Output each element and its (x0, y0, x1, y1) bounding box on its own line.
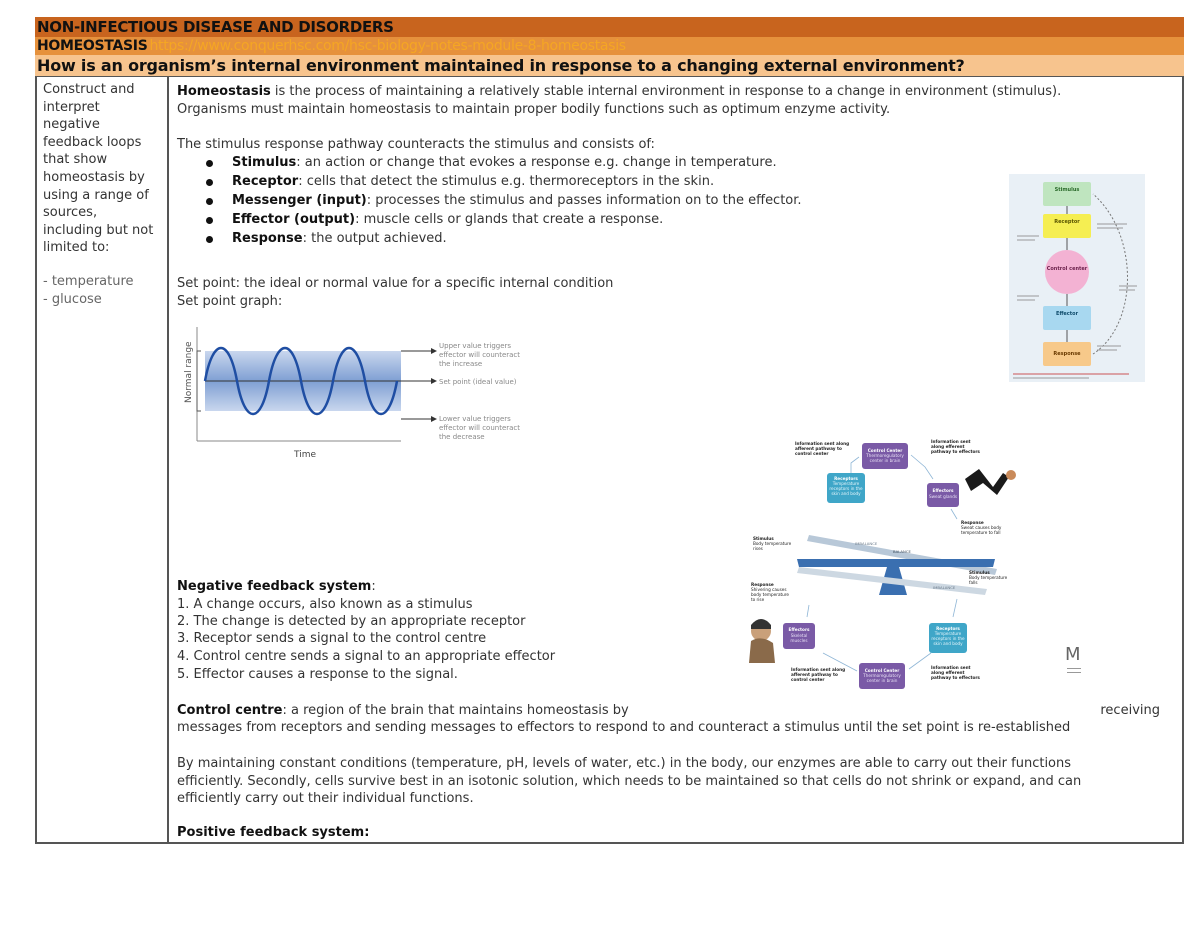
syllabus-line: feedback loops (43, 134, 142, 150)
stimulus-box (1043, 182, 1091, 206)
setpoint-definition: Set point: the ideal or normal value for a specific internal condition (177, 276, 614, 291)
svg-text:skin and body: skin and body (933, 641, 963, 646)
svg-text:Receptors: Receptors (834, 476, 858, 481)
svg-text:to rise: to rise (751, 597, 765, 602)
svg-text:receptors in the: receptors in the (931, 636, 965, 641)
syllabus-line: negative (43, 117, 100, 133)
svg-text:body temperature: body temperature (751, 592, 790, 597)
graph-xlabel: Time (294, 450, 317, 460)
svg-text:Information sent along: Information sent along (791, 667, 846, 672)
svg-text:Shivering causes: Shivering causes (751, 587, 787, 592)
nfs-step: 4. Control centre sends a signal to an appropriate effector (177, 649, 556, 664)
svg-text:IMBALANCE: IMBALANCE (855, 541, 878, 546)
setpoint-graph-label: Set point graph: (177, 294, 283, 309)
svg-text:along efferent: along efferent (931, 670, 965, 675)
svg-text:Effector: Effector (1055, 311, 1079, 317)
svg-text:temperature to fall: temperature to fall (961, 530, 1001, 535)
homeostasis-definition-cont: Organisms must maintain homeostasis to maintain proper bodily functions such as optimum enzyme activity. (177, 102, 891, 117)
svg-text:skin and body: skin and body (831, 491, 861, 496)
list-item: Response: the output achieved. (177, 230, 802, 249)
svg-text:pathway to effectors: pathway to effectors (931, 449, 980, 454)
control-centre-receiving: receiving (1100, 703, 1160, 718)
svg-text:Information sent along: Information sent along (795, 441, 850, 446)
svg-text:effector will counteract: effector will counteract (439, 424, 521, 432)
svg-text:Thermoregulatory: Thermoregulatory (866, 453, 904, 458)
maintain-paragraph-line: efficiently carry out their individual functions. (177, 791, 474, 806)
section-title-row (35, 37, 1184, 55)
svg-text:the decrease: the decrease (439, 433, 485, 441)
svg-text:Control center: Control center (1046, 266, 1088, 272)
svg-text:Receptor: Receptor (1054, 219, 1080, 225)
svg-text:Control Center: Control Center (864, 668, 900, 673)
imbalance-board (807, 535, 997, 575)
feedback-loop-figure (1009, 174, 1145, 382)
content-table (35, 77, 1184, 844)
svg-text:Temperature: Temperature (832, 481, 860, 486)
svg-text:Set point (ideal value): Set point (ideal value) (439, 378, 517, 386)
svg-text:control center: control center (795, 451, 829, 456)
svg-text:afferent pathway to: afferent pathway to (791, 672, 838, 677)
maintain-paragraph-line: efficiently. Secondly, cells survive best in an isotonic solution, which needs to be maintained so that cells do not shrink or expand, and can (177, 774, 1082, 789)
svg-text:Information sent: Information sent (931, 665, 971, 670)
svg-text:Thermoregulatory: Thermoregulatory (863, 673, 901, 678)
pathway-list (177, 154, 802, 249)
negative-feedback-heading: Negative feedback system: (177, 579, 376, 594)
svg-text:Temperature: Temperature (934, 631, 962, 636)
svg-text:muscles: muscles (790, 638, 808, 643)
list-item: Effector (output): muscle cells or glands that create a response. (177, 211, 802, 230)
term-homeostasis: Homeostasis (177, 84, 271, 99)
svg-text:IMBALANCE: IMBALANCE (933, 585, 956, 590)
syllabus-line: limited to: (43, 240, 110, 256)
syllabus-line: including but not (43, 222, 154, 238)
nfs-step: 3. Receptor sends a signal to the control centre (177, 631, 487, 646)
setpoint-graph (177, 327, 537, 477)
list-item: Messenger (input): processes the stimulus and passes information on to the effector. (177, 192, 802, 211)
person-exercising (965, 469, 1009, 495)
svg-text:Receptors: Receptors (936, 626, 960, 631)
svg-text:center in brain: center in brain (866, 678, 898, 683)
syllabus-line: Construct and (43, 82, 135, 97)
section-title: HOMEOSTASIS (37, 38, 148, 54)
svg-text:BALANCE: BALANCE (893, 549, 911, 554)
svg-text:control center: control center (791, 677, 825, 682)
svg-text:Body temperature: Body temperature (753, 541, 792, 546)
inquiry-question: How is an organism’s internal environment maintained in response to a changing external environment? (35, 55, 1184, 77)
svg-text:Response: Response (1053, 351, 1081, 357)
svg-text:Response: Response (961, 520, 984, 525)
notes-column (177, 77, 1182, 842)
syllabus-column (37, 77, 169, 842)
balance-board (797, 559, 995, 567)
module-title: NON-INFECTIOUS DISEASE AND DISORDERS (35, 17, 1184, 37)
svg-text:Body temperature: Body temperature (969, 575, 1008, 580)
notes-link[interactable]: https://www.conquerhsc.com/hsc-biology-notes-module-8-homeostasis (149, 38, 626, 54)
svg-text:Stimulus: Stimulus (969, 570, 990, 575)
svg-text:along efferent: along efferent (931, 444, 965, 449)
svg-text:Stimulus: Stimulus (753, 536, 774, 541)
nfs-step: 1. A change occurs, also known as a stimulus (177, 597, 473, 612)
svg-text:center in brain: center in brain (869, 458, 901, 463)
syllabus-line: interpret (43, 99, 100, 115)
syllabus-item: - temperature (43, 273, 134, 289)
syllabus-line: homeostasis by (43, 169, 145, 185)
svg-text:Stimulus: Stimulus (1054, 187, 1080, 193)
svg-text:Sweat glands: Sweat glands (928, 494, 958, 499)
maintain-paragraph-line: By maintaining constant conditions (temperature, pH, levels of water, etc.) in the body, our enzymes are able to carry out their functions (177, 756, 1072, 771)
document (35, 17, 1184, 844)
svg-text:Control Center: Control Center (867, 448, 903, 453)
svg-text:Effectors: Effectors (788, 627, 810, 632)
svg-text:rises: rises (753, 546, 763, 551)
syllabus-line: sources, (43, 205, 98, 221)
logo: M (1065, 645, 1085, 681)
svg-text:receptors in the: receptors in the (829, 486, 863, 491)
svg-text:Information sent: Information sent (931, 439, 971, 444)
svg-text:Lower value triggers: Lower value triggers (439, 415, 511, 423)
svg-text:falls: falls (969, 580, 978, 585)
receptor-box (1043, 214, 1091, 238)
thermoregulation-figure (747, 417, 1047, 683)
svg-text:Response: Response (751, 582, 774, 587)
list-item: Stimulus: an action or change that evokes a response e.g. change in temperature. (177, 154, 802, 173)
svg-text:Effectors: Effectors (932, 488, 954, 493)
homeostasis-definition: Homeostasis is the process of maintaining a relatively stable internal environment in response to a change in environment (stimulus). (177, 84, 1062, 99)
nfs-step: 2. The change is detected by an appropriate receptor (177, 614, 526, 629)
nfs-step: 5. Effector causes a response to the signal. (177, 667, 458, 682)
graph-ylabel: Normal range (184, 341, 194, 403)
svg-text:Sweat causes body: Sweat causes body (961, 525, 1002, 530)
control-center-circle (1045, 250, 1089, 294)
positive-feedback-heading: Positive feedback system: (177, 825, 370, 840)
syllabus-item: - glucose (43, 291, 102, 307)
syllabus-line: using a range of (43, 187, 149, 203)
effector-box (1043, 306, 1091, 330)
svg-text:Skeletal: Skeletal (790, 633, 808, 638)
pathway-intro: The stimulus response pathway counteracts the stimulus and consists of: (177, 137, 655, 152)
control-centre-definition-cont: messages from receptors and sending messages to effectors to respond to and counteract a stimulus until the set point is re-established (177, 720, 1071, 735)
svg-text:pathway to effectors: pathway to effectors (931, 675, 980, 680)
svg-text:effector will counteract: effector will counteract (439, 351, 521, 359)
svg-text:afferent pathway to: afferent pathway to (795, 446, 842, 451)
svg-text:Upper value triggers: Upper value triggers (439, 342, 512, 350)
syllabus-line: that show (43, 152, 108, 168)
list-item: Receptor: cells that detect the stimulus e.g. thermoreceptors in the skin. (177, 173, 802, 192)
control-centre-definition: Control centre: a region of the brain that maintains homeostasis by (177, 703, 629, 718)
svg-text:the increase: the increase (439, 360, 483, 368)
